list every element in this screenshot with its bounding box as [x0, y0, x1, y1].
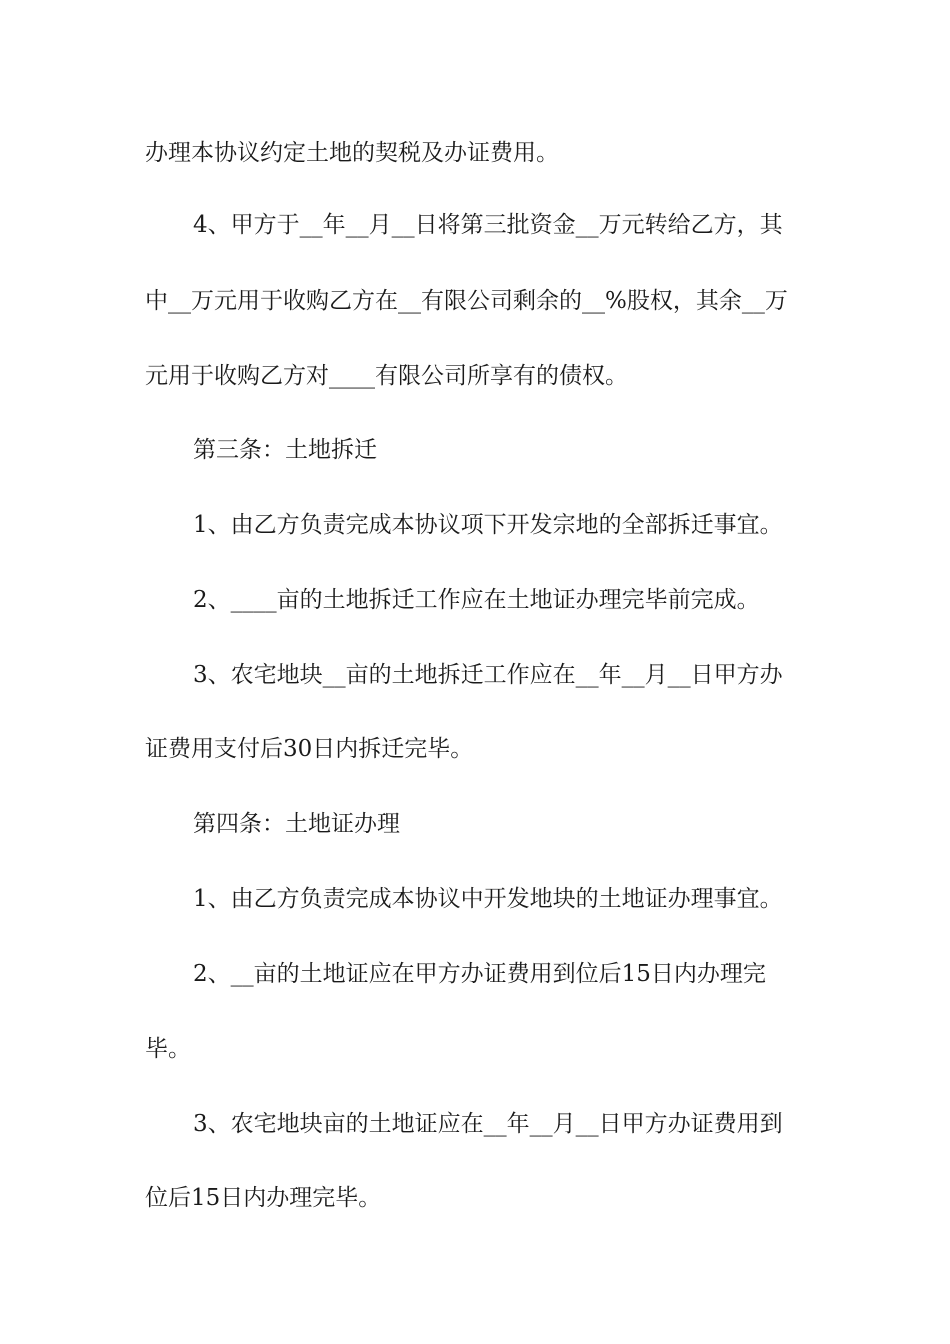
clause-paragraph: 4、甲方于__年__月__日将第三批资金__万元转给乙方，其 [193, 212, 783, 238]
clause-paragraph: 2、__亩的土地证应在甲方办证费用到位后15日内办理完 [193, 961, 766, 987]
clause-paragraph: 2、____亩的土地拆迁工作应在土地证办理完毕前完成。 [193, 587, 760, 613]
text-line: 元用于收购乙方对____有限公司所享有的债权。 [145, 363, 628, 389]
text-line: 位后15日内办理完毕。 [145, 1185, 382, 1211]
text-line: 办理本协议约定土地的契税及办证费用。 [145, 140, 559, 166]
text-line: 中__万元用于收购乙方在__有限公司剩余的__%股权，其余__万 [145, 288, 788, 314]
section-heading-4: 第四条：土地证办理 [193, 811, 400, 837]
clause-paragraph: 1、由乙方负责完成本协议中开发地块的土地证办理事宜。 [193, 886, 783, 912]
section-heading-3: 第三条：土地拆迁 [193, 437, 377, 463]
text-line: 证费用支付后30日内拆迁完毕。 [145, 736, 474, 762]
text-line: 毕。 [145, 1036, 191, 1062]
clause-paragraph: 3、农宅地块亩的土地证应在__年__月__日甲方办证费用到 [193, 1111, 783, 1137]
clause-paragraph: 1、由乙方负责完成本协议项下开发宗地的全部拆迁事宜。 [193, 512, 783, 538]
clause-paragraph: 3、农宅地块__亩的土地拆迁工作应在__年__月__日甲方办 [193, 662, 783, 688]
